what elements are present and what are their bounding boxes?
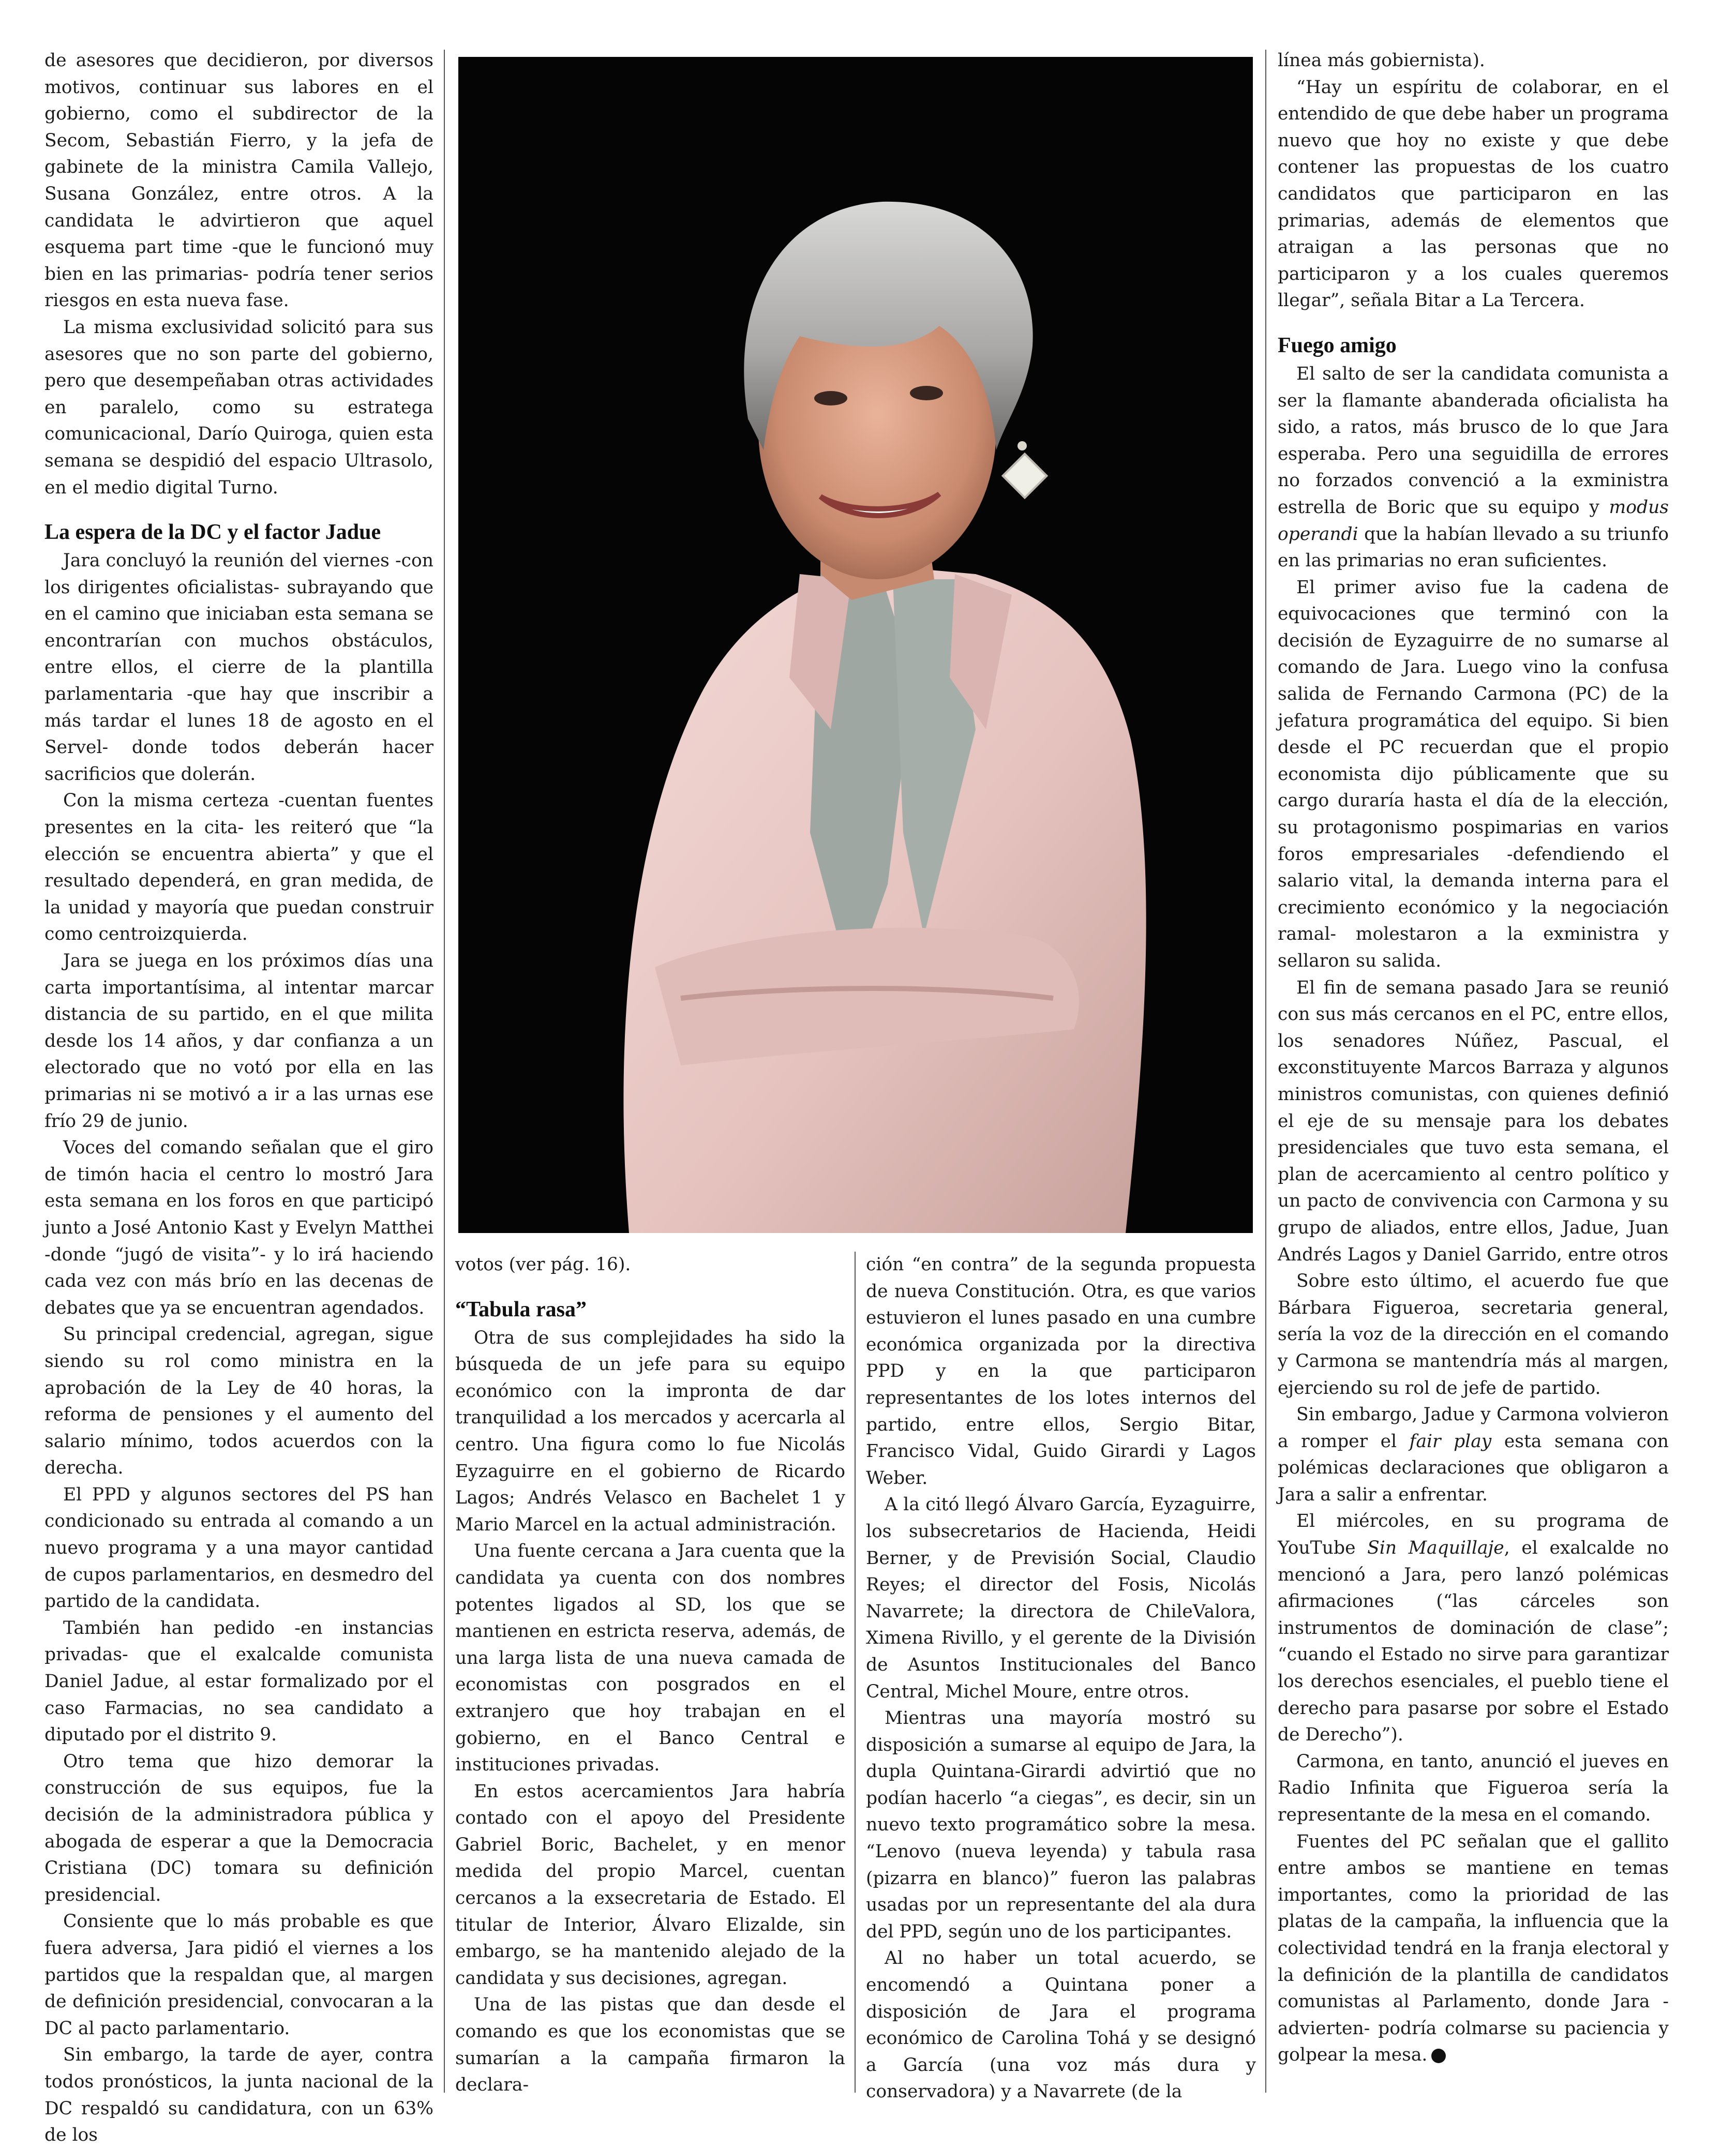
paragraph: Otra de sus complejidades ha sido la búsqueda de un jefe para su equipo económico con la impronta de dar tranquilidad a los mercados y acercarla al centro. Una figura como lo fue Nicolás Eyzaguirre en el gobierno de Ricardo Lagos; Andrés Velasco en Bachelet 1 y Mario Marcel en la actual administración. <box>455 1327 845 1535</box>
italic-term: Sin Maquillaje <box>1367 1538 1504 1559</box>
section-heading-fuego-amigo: Fuego amigo <box>1278 333 1397 357</box>
paragraph: Jara concluyó la reunión del viernes -con los dirigentes oficialistas- subrayando que en el camino que iniciaban esta semana se encontrarían con muchos obstáculos, entre ellos, el cierre de la plantilla parlamentaria -que hay que inscribir a más tardar el lunes 18 de agosto en el Servel- donde todos deberán hacer sacrificios que dolerán. <box>44 550 433 785</box>
section-heading-tabula-rasa: “Tabula rasa” <box>455 1297 587 1321</box>
paragraph: Su principal credencial, agregan, sigue siendo su rol como ministra en la aprobación de la Ley de 40 horas, la reforma de pensiones y el aumento del salario mínimo, todos acuerdos con la derecha. <box>44 1324 433 1479</box>
italic-term: modus operandi <box>1278 497 1669 545</box>
text-column-2 <box>455 1252 845 2096</box>
text-run: El salto de ser la candidata comunista a ser la flamante abanderada oficialista ha sido, a ratos, más brusco de lo que Jara esperaba. Pero una seguidilla de errores no forzados convenció a la exministra estrella de Boric que su equipo y <box>1278 363 1669 518</box>
paragraph <box>1278 361 1669 575</box>
paragraph: “Hay un espíritu de colaborar, en el entendido de que debe haber un programa nuevo que hoy no existe y que debe contener las propuestas de los cuatro candidatos que participaron en las primarias, además de elementos que atraigan a las personas que no participaron y a los cuales queremos llegar”, señala Bitar a La Tercera. <box>1278 77 1669 311</box>
paragraph <box>1278 1402 1669 1508</box>
text-column-3 <box>866 1252 1256 2102</box>
text-column-4 <box>1278 48 1669 2096</box>
column-divider <box>1265 50 1266 2093</box>
paragraph: El PPD y algunos sectores del PS han condicionado su entrada al comando a un nuevo programa y a una mayor cantidad de cupos parlamentarios, en desmedro del partido de la candidata. <box>44 1484 433 1612</box>
text-run: esta semana con polémicas declaraciones que obligaron a Jara a salir a enfrentar. <box>1278 1431 1669 1505</box>
paragraph: En estos acercamientos Jara habría contado con el apoyo del Presidente Gabriel Boric, Bachelet, y en menor medida del propio Marcel, cuentan cercanos a la exsecretaria de Estado. El titular de Interior, Álvaro Elizalde, sin embargo, se ha mantenido alejado de la candidata y sus decisiones, agregan. <box>455 1781 845 1989</box>
text-column-1 <box>44 48 433 2146</box>
text-run: El miércoles, en su programa de YouTube <box>1278 1511 1669 1559</box>
column-divider <box>855 1252 856 2093</box>
paragraph: Al no haber un total acuerdo, se encomendó a Quintana poner a disposición de Jara el programa económico de Carolina Tohá y se designó a García (una voz más dura y conservadora) y a Navarrete (de la <box>866 1948 1256 2102</box>
paragraph: votos (ver pág. 16). <box>455 1254 631 1275</box>
paragraph <box>1278 1508 1669 1748</box>
paragraph: El fin de semana pasado Jara se reunió con sus más cercanos en el PC, entre ellos, los senadores Núñez, Pascual, el exconstituyente Marcos Barraza y algunos ministros comunistas, con quienes definió el eje de su mensaje para los debates presidenciales que tuvo esta semana, el plan de acercamiento al centro político y un pacto de convivencia con Carmona y su grupo de aliados, entre ellos, Jadue, Juan Andrés Lagos y Daniel Garrido, entre otros <box>1278 977 1669 1265</box>
text-run: , el exalcalde no mencionó a Jara, pero lanzó polémicas afirmaciones (“las cárceles son instrumentos de dominación de clase”; “cuando el Estado no sirve para garantizar los derechos esenciales, el pueblo tiene el derecho para pasarse por sobre el Estado de Derecho”). <box>1278 1538 1669 1746</box>
paragraph: El primer aviso fue la cadena de equivocaciones que terminó con la decisión de Eyzaguirre de no sumarse al comando de Jara. Luego vino la confusa salida de Fernando Carmona (PC) de la jefatura programática del equipo. Si bien desde el PC recuerdan que el propio economista dijo públicamente que su cargo duraría hasta el día de la elección, su protagonismo pospimarias en varios foros empresariales -defendiendo el salario vital, la demanda interna para el crecimiento económico y la negociación ramal- molestaron a la exministra y sellaron su salida. <box>1278 577 1669 971</box>
paragraph <box>1278 1829 1669 2069</box>
paragraph: También han pedido -en instancias privadas- que el exalcalde comunista Daniel Jadue, al estar formalizado por el caso Farmacias, no sea candidato a diputado por el distrito 9. <box>44 1617 433 1746</box>
paragraph: Consiente que lo más probable es que fuera adversa, Jara pidió el viernes a los partidos que la respaldan que, al margen de definición presidencial, convocaran a la DC al pacto parlamentario. <box>44 1911 433 2039</box>
text-run: Fuentes del PC señalan que el gallito entre ambos se mantiene en temas importantes, como la prioridad de las platas de la campaña, la influencia que la colectividad tendrá en la franja electoral y la definición de la plantilla de candidatos comunistas al Parlamento, donde Jara -advierten- podría colmarse su paciencia y golpear la mesa. <box>1278 1831 1669 2066</box>
section-heading-dc-jadue: La espera de la DC y el factor Jadue <box>44 520 381 545</box>
paragraph: Mientras una mayoría mostró su disposición a sumarse al equipo de Jara, la dupla Quintana-Girardi advirtió que no podían hacerlo “a ciegas”, es decir, sin un nuevo texto programático sobre la mesa. “Lenovo (nueva leyenda) y tabula rasa (pizarra en blanco)” fueron las palabras usadas por un representante del ala dura del PPD, según uno de los participantes. <box>866 1708 1256 1942</box>
paragraph: Voces del comando señalan que el giro de timón hacia el centro lo mostró Jara esta semana en los foros en que participó junto a José Antonio Kast y Evelyn Matthei -donde “jugó de visita”- y lo irá haciendo cada vez con más brío en las decenas de debates que ya se encuentran agendados. <box>44 1137 433 1318</box>
paragraph: Una de las pistas que dan desde el comando es que los economistas que se sumarían a la campaña firmaron la declara- <box>455 1994 845 2096</box>
paragraph: A la citó llegó Álvaro García, Eyzaguirre, los subsecretarios de Hacienda, Heidi Berner, y de Previsión Social, Claudio Reyes; el director del Fosis, Nicolás Navarrete; la directora de ChileValora, Ximena Rivillo, y el gerente de la División de Asuntos Institucionales del Banco Central, Michel Moure, entre otros. <box>866 1494 1256 1702</box>
portrait-photo <box>458 57 1253 1233</box>
end-of-article-dot <box>1431 2049 1446 2063</box>
paragraph: línea más gobiernista). <box>1278 50 1485 71</box>
paragraph: Sin embargo, la tarde de ayer, contra todos pronósticos, la junta nacional de la DC respaldó su candidatura, con un 63% de los <box>44 2045 433 2146</box>
text-run: que la habían llevado a su triunfo en las primarias no eran suficientes. <box>1278 523 1669 572</box>
column-divider <box>444 50 445 2093</box>
paragraph: Una fuente cercana a Jara cuenta que la candidata ya cuenta con dos nombres potentes ligados al SD, los que se mantienen en estricta reserva, además, de una larga lista de una nueva camada de economistas con posgrados en el extranjero que hoy trabajan en el gobierno, en el Banco Central e instituciones privadas. <box>455 1541 845 1776</box>
text-run: Sin embargo, Jadue y Carmona volvieron a romper el <box>1278 1404 1669 1452</box>
portrait-illustration <box>458 57 1253 1233</box>
paragraph: Carmona, en tanto, anunció el jueves en Radio Infinita que Figueroa sería la representante de la mesa en el comando. <box>1278 1751 1669 1825</box>
paragraph: Sobre esto último, el acuerdo fue que Bárbara Figueroa, secretaria general, sería la voz de la dirección en el comando y Carmona se mantendría más al margen, ejerciendo su rol de jefe de partido. <box>1278 1271 1669 1399</box>
paragraph: Otro tema que hizo demorar la construcción de sus equipos, fue la decisión de la administradora pública y abogada de esperar a que la Democracia Cristiana (DC) tomara su definición presidencial. <box>44 1751 433 1905</box>
paragraph: La misma exclusividad solicitó para sus asesores que no son parte del gobierno, pero que desempeñaban otras actividades en paralelo, como su estratega comunicacional, Darío Quiroga, quien esta semana se despidió del espacio Ultrasolo, en el medio digital Turno. <box>44 317 433 498</box>
paragraph: de asesores que decidieron, por diversos motivos, continuar sus labores en el gobierno, como el subdirector de la Secom, Sebastián Fierro, y la jefa de gabinete de la ministra Camila Vallejo, Susana González, entre otros. A la candidata le advirtieron que aquel esquema part time -que le funcionó muy bien en las primarias- podría tener serios riesgos en esta nueva fase. <box>44 50 433 311</box>
paragraph: ción “en contra” de la segunda propuesta de nueva Constitución. Otra, es que varios estuvieron el lunes pasado en una cumbre económica organizada por la directiva PPD y en la que participaron representantes de los lotes internos del partido, entre ellos, Sergio Bitar, Francisco Vidal, Guido Girardi y Lagos Weber. <box>866 1254 1256 1489</box>
paragraph: Jara se juega en los próximos días una carta importantísima, al intentar marcar distancia de su partido, en el que milita desde los 14 años, y dar confianza a un electorado que no votó por ella en las primarias ni se motivó a ir a las urnas ese frío 29 de junio. <box>44 951 433 1132</box>
paragraph: Con la misma certeza -cuentan fuentes presentes en la cita- les reiteró que “la elección se encuentra abierta” y que el resultado dependerá, en gran medida, de la unidad y mayoría que puedan construir como centroizquierda. <box>44 790 433 945</box>
italic-term: fair play <box>1409 1431 1492 1452</box>
